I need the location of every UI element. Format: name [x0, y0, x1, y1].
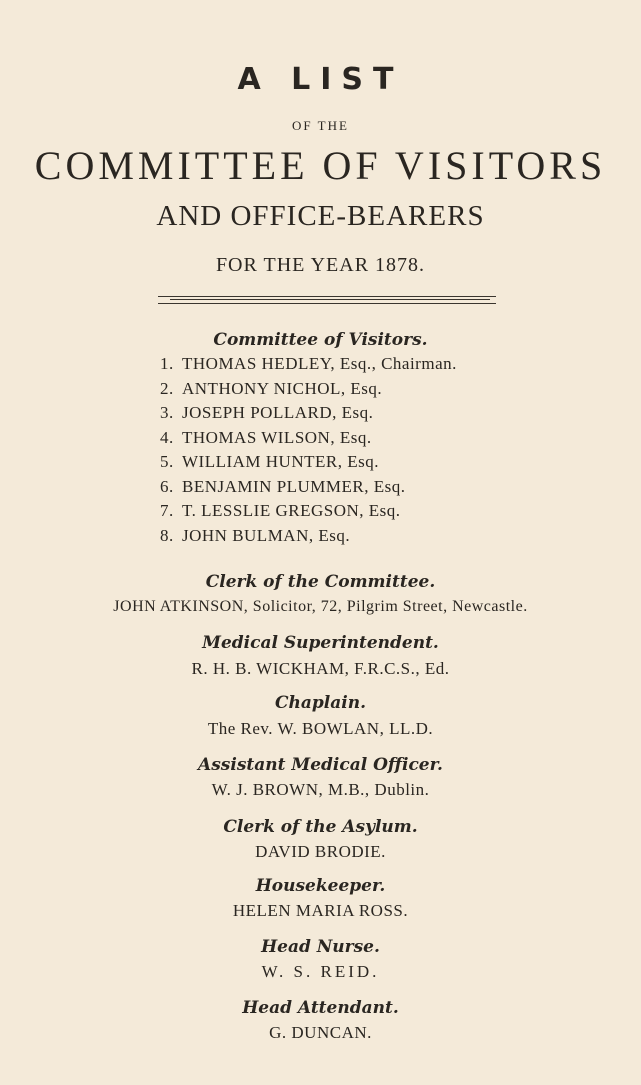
chaplain-holder: The Rev. W. BOWLAN, LL.D.: [207, 719, 434, 738]
committee-heading: COMMITTEE OF VISITORS: [34, 143, 607, 188]
committee-of-visitors-heading: Committee of Visitors.: [213, 330, 428, 350]
medical-superintendent-heading: Medical Superintendent.: [202, 633, 439, 653]
office-bearers-heading: AND OFFICE-BEARERS: [156, 200, 485, 232]
list-item: 6. BENJAMIN PLUMMER, Esq.: [160, 476, 406, 496]
list-item: 2. ANTHONY NICHOL, Esq.: [160, 378, 383, 398]
list-item: 5. WILLIAM HUNTER, Esq.: [160, 452, 379, 471]
clerk-committee-heading: Clerk of the Committee.: [205, 572, 436, 592]
head-nurse-heading: Head Nurse.: [261, 937, 380, 957]
assistant-medical-officer-heading: Assistant Medical Officer.: [198, 755, 443, 775]
list-item: 8. JOHN BULMAN, Esq.: [160, 525, 351, 545]
assistant-medical-officer-holder: W. J. BROWN, M.B., Dublin.: [211, 780, 430, 799]
of-the-subtitle: OF THE: [292, 118, 349, 133]
head-attendant-heading: Head Attendant.: [242, 998, 399, 1018]
clerk-committee-holder: JOHN ATKINSON, Solicitor, 72, Pilgrim Street, Newcastle.: [113, 598, 528, 615]
visitors-list: [160, 354, 457, 550]
clerk-asylum-holder: DAVID BRODIE.: [255, 842, 386, 861]
year-line: FOR THE YEAR 1878.: [215, 254, 426, 276]
clerk-asylum-heading: Clerk of the Asylum.: [223, 817, 418, 837]
head-attendant-holder: G. DUNCAN.: [269, 1023, 372, 1042]
divider-rule: [158, 303, 496, 304]
divider-rule: [158, 296, 496, 297]
list-item: 3. JOSEPH POLLARD, Esq.: [160, 403, 374, 422]
chaplain-heading: Chaplain.: [274, 693, 366, 713]
housekeeper-heading: Housekeeper.: [255, 876, 386, 896]
housekeeper-holder: HELEN MARIA ROSS.: [232, 901, 409, 920]
head-nurse-holder: W. S. REID.: [261, 962, 380, 981]
list-item: 7. T. LESSLIE GREGSON, Esq.: [160, 501, 401, 520]
list-title: A LIST: [237, 62, 404, 97]
divider-rule: [170, 299, 490, 300]
list-item: 1. THOMAS HEDLEY, Esq., Chairman.: [160, 354, 457, 373]
list-item: 4. THOMAS WILSON, Esq.: [160, 427, 372, 447]
medical-superintendent-holder: R. H. B. WICKHAM, F.R.C.S., Ed.: [191, 659, 450, 678]
